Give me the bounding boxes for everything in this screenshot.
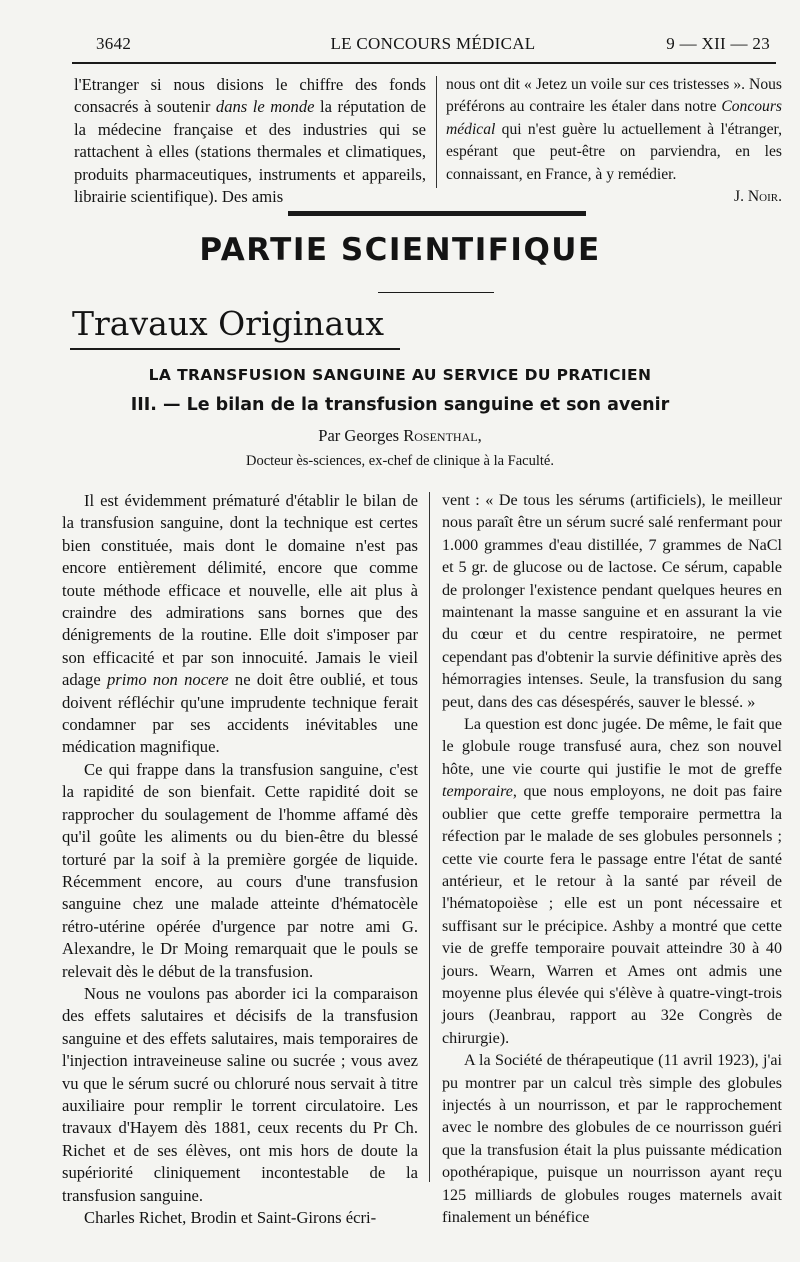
intro-left-column — [74, 74, 426, 208]
italic-run: temporaire — [442, 783, 513, 801]
body-paragraph — [62, 983, 418, 1207]
text-run: ne doit être oublié, et tous doivent réfléchir qu'une imprudente technique ferait condamner par ses accidents inévitables une médication magnifique. — [62, 670, 418, 757]
byline-prefix: Par Georges — [318, 426, 404, 445]
text-run: Ce qui frappe dans la transfusion sanguine, c'est la rapidité de son bienfait. Cette rapidité doit se rapprocher du soulagement de l'homme affamé dès qu'il goûte les aliments ou du bien-être du blessé torturé par la soif à la première gorgée de liquide. Récemment encore, au cours d'une transfusion sanguine chez une malade atteinte d'hématocèle rétro-utérine opérée d'urgence par notre ami G. Alexandre, le Dr Moing remarquait que le pouls se relevait dès le début de la transfusion. — [62, 759, 418, 981]
body-paragraph — [62, 759, 418, 983]
body-paragraph — [62, 1207, 418, 1229]
article-series-title: LA TRANSFUSION SANGUINE AU SERVICE DU PRATICIEN — [148, 366, 652, 384]
italic-run: dans le monde — [215, 97, 315, 117]
text-run: l'Etranger si nous disions le chiffre des fonds consacrés à soutenir — [74, 75, 426, 117]
text-run: vent : « De tous les sérums (artificiels), le meilleur nous paraît être un sérum sucré salé renfermant pour 1.000 grammes d'eau distillée, 7 grammes de NaCl et 5 gr. de glucose ou de lactose. Ce sérum, capable de prolonger l'existence pendant quelques heures en maintenant la masse sanguine et en assurant la vie du cœur et du centre respiratoire, ne permet cependant pas d'obtenir la survie définitive après des hémorragies intenses. Seule, la transfusion du sang peut, dans des cas désespérés, sauver le blessé. » — [442, 492, 782, 711]
italic-run: Concours médical — [446, 98, 782, 138]
page-number: 3642 — [96, 34, 132, 53]
rubric-title: Travaux Originaux — [72, 304, 384, 343]
intro-right-column — [446, 74, 782, 208]
section-title: PARTIE SCIENTIFIQUE — [199, 232, 601, 268]
body-paragraph — [442, 1050, 782, 1229]
text-run: nous ont dit « Jetez un voile sur ces tristesses ». Nous préférons au contraire les étaler dans notre — [446, 76, 782, 116]
text-run: qui n'est guère lu actuellement à l'étranger, espérant que peut-être on parviendra, en les connaissant, en France, à y remédier. — [446, 120, 782, 183]
byline-rest: osenthal, — [414, 426, 482, 445]
body-paragraph — [62, 490, 418, 759]
issue-date: 9 — XII — 23 — [666, 34, 770, 53]
body-paragraph — [442, 714, 782, 1050]
header-rule — [72, 62, 776, 64]
intro-left-paragraph — [74, 74, 426, 208]
intro-column-separator — [436, 76, 437, 188]
signature-initial: J. N — [734, 188, 760, 206]
body-column-separator — [429, 492, 430, 1182]
section-title-underline — [378, 292, 494, 293]
text-run: A la Société de thérapeutique (11 avril 1923), j'ai pu montrer par un calcul très simple des globules injectés à un nourrisson, et par le rapprochement avec le nombre des globules de ce nourrisson guéri que la transfusion était la plus puissante médication opothérapique, puisque un nourrisson ayant reçu 125 milliards de globules rouges maternels avait finalement un bénéfice — [442, 1052, 782, 1226]
article-byline — [0, 426, 800, 446]
text-run: Charles Richet, Brodin et Saint-Girons écri- — [84, 1208, 377, 1227]
section-divider-bar — [288, 211, 586, 216]
journal-title: LE CONCOURS MÉDICAL — [330, 34, 536, 53]
body-right-column — [442, 490, 782, 1229]
rubric-rule — [70, 348, 400, 350]
intro-signature — [446, 186, 782, 208]
article-title: III. — Le bilan de la transfusion sanguine et son avenir — [130, 395, 670, 415]
body-paragraph — [442, 490, 782, 714]
text-run: , que nous employons, ne doit pas faire oublier que cette greffe temporaire permettra la réfection par le malade de ses globules personnels ; cette vie courte fera le passage entre l'état de santé antérieur, et le retour à la santé par réveil de l'hématopoièse ; elle est un pont nécessaire et suffisant sur le précipice. Ashby a montré que cette vie de greffe temporaire pouvait atteindre 30 à 40 jours. Wearn, Warren et Ames ont admis une moyenne plus élevée qui s'élève à quatre-vingt-trois jours (Jeanbrau, rapport au 32e Congrès de chirurgie). — [442, 783, 782, 1047]
author-credentials: Docteur ès-sciences, ex-chef de clinique à la Faculté. — [246, 453, 554, 469]
text-run: La question est donc jugée. De même, le fait que le globule rouge transfusé aura, chez son nouvel hôte, une vie courte qui justifie le mot de greffe — [442, 716, 782, 778]
byline-initial: R — [403, 426, 415, 445]
text-run: la réputation de la médecine française et des industries qui se rattachent à elles (stations thermales et climatiques, produits pharmaceutiques, instruments et appareils, librairie scientifique). Des amis — [74, 97, 426, 207]
signature-rest: oir. — [759, 188, 782, 206]
body-left-column — [62, 490, 418, 1229]
italic-run: primo non nocere — [106, 670, 229, 690]
text-run: Nous ne voulons pas aborder ici la comparaison des effets salutaires et décisifs de la transfusion sanguine et des effets salutaires, mais temporaires de l'injection intraveineuse saline ou sucrée ; vous avez vu que le sérum sucré ou chloruré nous servait à titre auxiliaire pour remplir le torrent circulatoire. Les travaux d'Hayem dès 1881, ceux recents du Pr Ch. Richet et de ses élèves, ont mis hors de doute la supériorité cliniquement incontestable de la transfusion sanguine. — [62, 983, 418, 1205]
text-run: Il est évidemment prématuré d'établir le bilan de la transfusion sanguine, dont la technique est certes bien constituée, mais dont le domaine n'est pas encore entièrement délimité, encore que comme toute méthode efficace et nouvelle, elle ait plus à craindre des admirations sans bornes que des dénigrements de la routine. Elle doit s'imposer par son efficacité et par son innocuité. Jamais le vieil adage — [62, 491, 418, 690]
intro-right-paragraph — [446, 74, 782, 186]
running-head — [96, 34, 770, 56]
